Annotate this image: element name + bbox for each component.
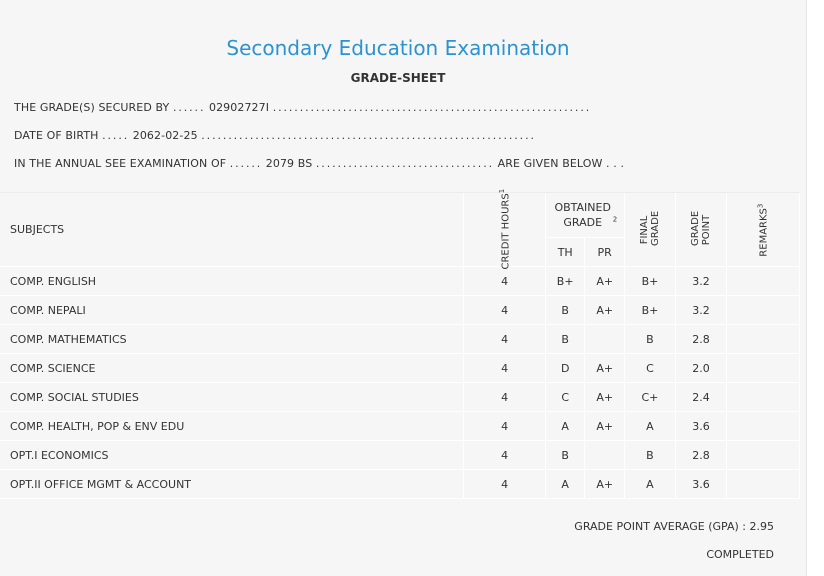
remarks-cell — [726, 383, 799, 412]
remarks-cell — [726, 470, 799, 499]
remarks-cell — [726, 412, 799, 441]
credit-cell: 4 — [464, 267, 546, 296]
header-credit-hours: CREDIT HOURS$^1$ — [464, 193, 546, 267]
dot-leader: ...... — [172, 101, 206, 114]
subject-cell: COMP. MATHEMATICS — [0, 325, 464, 354]
table-row — [0, 325, 800, 354]
pr-grade-cell — [585, 325, 625, 354]
secured-by-label: THE GRADE(S) SECURED BY — [14, 101, 170, 114]
header-pr: PR — [585, 238, 625, 267]
grade-point-cell: 2.0 — [675, 354, 726, 383]
credit-cell: 4 — [464, 470, 546, 499]
dot-leader: ..... — [102, 129, 130, 142]
remarks-cell — [726, 325, 799, 354]
dot-leader: ................................. — [315, 157, 494, 170]
grade-point-cell: 2.4 — [675, 383, 726, 412]
table-row — [0, 441, 800, 470]
grade-point-cell: 3.2 — [675, 296, 726, 325]
dob-label: DATE OF BIRTH — [14, 129, 99, 142]
result-status: COMPLETED — [706, 548, 774, 561]
gpa-label: GRADE POINT AVERAGE (GPA) : — [574, 520, 746, 533]
final-grade-cell: C+ — [624, 383, 675, 412]
remarks-cell — [726, 441, 799, 470]
subject-cell: COMP. SCIENCE — [0, 354, 464, 383]
dob-value: 2062-02-25 — [132, 129, 198, 142]
header-obtained-grade: OBTAINED GRADE $^2$ — [545, 193, 624, 238]
header-th: TH — [545, 238, 585, 267]
table-row — [0, 267, 800, 296]
th-grade-cell: A — [545, 412, 585, 441]
remarks-cell — [726, 296, 799, 325]
remarks-cell — [726, 267, 799, 296]
page-title: Secondary Education Examination — [226, 36, 570, 60]
grade-rows — [0, 267, 800, 499]
grades-table — [0, 189, 800, 499]
dot-leader: ........................................................... — [272, 101, 592, 114]
table-row — [0, 470, 800, 499]
final-grade-cell: B — [624, 325, 675, 354]
th-grade-cell: B — [545, 441, 585, 470]
table-row — [0, 412, 800, 441]
credit-cell: 4 — [464, 412, 546, 441]
subject-cell: COMP. SOCIAL STUDIES — [0, 383, 464, 412]
credit-cell: 4 — [464, 296, 546, 325]
grade-point-cell: 2.8 — [675, 441, 726, 470]
table-row — [0, 383, 800, 412]
th-grade-cell: B — [545, 296, 585, 325]
th-grade-cell: B — [545, 325, 585, 354]
grade-point-cell: 2.8 — [675, 325, 726, 354]
pr-grade-cell: A+ — [585, 470, 625, 499]
remarks-cell — [726, 354, 799, 383]
symbol-number: 02902727I — [208, 101, 270, 114]
final-grade-cell: C — [624, 354, 675, 383]
th-grade-cell: D — [545, 354, 585, 383]
table-row — [0, 296, 800, 325]
table-header-row — [0, 193, 800, 238]
pr-grade-cell: A+ — [585, 296, 625, 325]
final-grade-cell: A — [624, 412, 675, 441]
header-subjects: SUBJECTS — [0, 193, 464, 267]
pr-grade-cell — [585, 441, 625, 470]
credit-cell: 4 — [464, 325, 546, 354]
header-grade-point: GRADE POINT — [675, 193, 726, 267]
credit-cell: 4 — [464, 383, 546, 412]
grade-point-cell: 3.6 — [675, 412, 726, 441]
secured-by-line — [14, 101, 591, 114]
header-final-grade: FINAL GRADE — [624, 193, 675, 267]
subject-cell: COMP. ENGLISH — [0, 267, 464, 296]
page-subtitle: GRADE-SHEET — [350, 71, 446, 85]
gpa-summary — [574, 520, 774, 533]
final-grade-cell: B+ — [624, 267, 675, 296]
credit-cell: 4 — [464, 441, 546, 470]
final-grade-cell: A — [624, 470, 675, 499]
th-grade-cell: C — [545, 383, 585, 412]
exam-label: IN THE ANNUAL SEE EXAMINATION OF — [14, 157, 227, 170]
th-grade-cell: B+ — [545, 267, 585, 296]
header-remarks: REMARKS$^3$ — [726, 193, 799, 267]
credit-cell: 4 — [464, 354, 546, 383]
exam-suffix: ARE GIVEN BELOW . . . — [497, 157, 625, 170]
grade-point-cell: 3.6 — [675, 470, 726, 499]
exam-line — [14, 157, 624, 170]
grade-point-cell: 3.2 — [675, 267, 726, 296]
dob-line — [14, 129, 536, 142]
final-grade-cell: B — [624, 441, 675, 470]
dot-leader: ...... — [229, 157, 263, 170]
pr-grade-cell: A+ — [585, 383, 625, 412]
exam-year: 2079 BS — [265, 157, 313, 170]
subject-cell: COMP. HEALTH, POP & ENV EDU — [0, 412, 464, 441]
final-grade-cell: B+ — [624, 296, 675, 325]
subject-cell: COMP. NEPALI — [0, 296, 464, 325]
pr-grade-cell: A+ — [585, 267, 625, 296]
pr-grade-cell: A+ — [585, 412, 625, 441]
subject-cell: OPT.I ECONOMICS — [0, 441, 464, 470]
pr-grade-cell: A+ — [585, 354, 625, 383]
gpa-value: 2.95 — [749, 520, 774, 533]
th-grade-cell: A — [545, 470, 585, 499]
table-row — [0, 354, 800, 383]
dot-leader: .............................................................. — [201, 129, 536, 142]
subject-cell: OPT.II OFFICE MGMT & ACCOUNT — [0, 470, 464, 499]
